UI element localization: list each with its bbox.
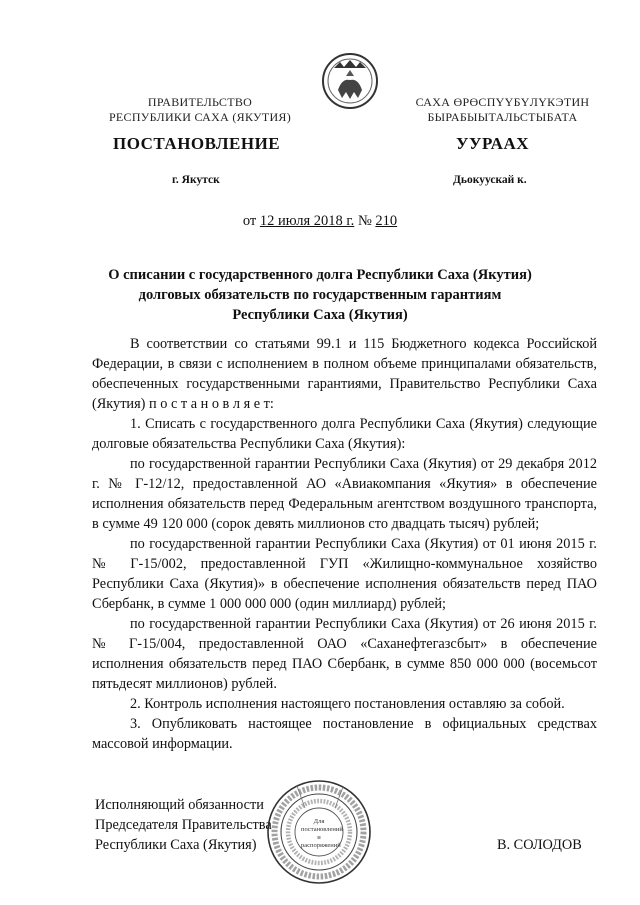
paragraph: 2. Контроль исполнения настоящего постановления оставляю за собой. xyxy=(130,696,565,712)
gov-name-sakha-line2: БЫРАБЫЫТАЛЬСТЫБАТА xyxy=(427,110,578,124)
document-title: О списании с государственного долга Республики Саха (Якутия) долговых обязательств по государственным гарантиям Республики Саха (Якутия) xyxy=(108,267,532,323)
signer-name: В. СОЛОДОВ xyxy=(497,837,582,853)
date-line: от 12 июля 2018 г. № 210 xyxy=(242,213,398,229)
paragraph: 3. Опубликовать настоящее постановление в официальных средствах массовой информации. xyxy=(92,716,597,752)
doc-number: 210 xyxy=(375,213,398,229)
gov-name-sakha-line1: САХА ӨРӨСПҮҮБҮЛҮКЭТИН xyxy=(415,95,590,109)
city-ru: г. Якутск xyxy=(172,174,220,186)
official-seal-stamp xyxy=(265,778,373,886)
paragraph: В соответствии со статьями 99.1 и 115 Бюджетного кодекса Российской Федерации, в связи с исполнением в полном объеме принципалами обязательств, обеспеченных государственными гарантиями, Правительство Республики Саха (Якутия) п о с т а н о в л я е т: xyxy=(92,336,597,412)
doc-type-ru: ПОСТАНОВЛЕНИЕ xyxy=(113,134,281,153)
paragraph: по государственной гарантии Республики Саха (Якутия) от 26 июня 2015 г. № Г-15/004, предоставленной ОАО «Саханефтегазсбыт» в обеспечение исполнения обязательств перед ПАО Сбербанк, в сумме 850 000 000 (восемьсот пятьдесят миллионов) рублей. xyxy=(92,616,597,692)
gov-name-ru-line2: РЕСПУБЛИКИ САХА (ЯКУТИЯ) xyxy=(108,110,292,124)
gov-name-ru-line1: ПРАВИТЕЛЬСТВО xyxy=(147,95,253,109)
header-right xyxy=(395,95,610,125)
coat-of-arms-emblem xyxy=(320,52,380,110)
paragraph: 1. Списать с государственного долга Республики Саха (Якутия) следующие долговые обязательства Республики Саха (Якутия): xyxy=(92,416,597,452)
doc-type-sakha: УУРААХ xyxy=(456,134,529,153)
paragraph: по государственной гарантии Республики Саха (Якутия) от 29 декабря 2012 г. № Г-12/12, предоставленной АО «Авиакомпания «Якутия» в обеспечение исполнения обязательств перед Федеральным агентством воздушного транспорта, в сумме 49 120 000 (сорок девять миллионов сто двадцать тысяч) рублей; xyxy=(92,456,597,532)
stamp-inner-text: Для постановлений и распоряжений xyxy=(301,818,343,849)
city-sakha: Дьокуускай к. xyxy=(453,174,527,186)
document-body xyxy=(92,334,597,754)
doc-date: 12 июля 2018 г. xyxy=(259,213,355,229)
header-left xyxy=(95,95,305,125)
paragraph: по государственной гарантии Республики Саха (Якутия) от 01 июня 2015 г. № Г-15/002, предоставленной ГУП «Жилищно-коммунальное хозяйство Республики Саха (Якутия)» в обеспечение исполнения обязательств перед ПАО Сбербанк, в сумме 1 000 000 000 (один миллиард) рублей; xyxy=(92,536,597,612)
signature-position: Исполняющий обязанности Председателя Правительства Республики Саха (Якутия) xyxy=(95,797,272,853)
